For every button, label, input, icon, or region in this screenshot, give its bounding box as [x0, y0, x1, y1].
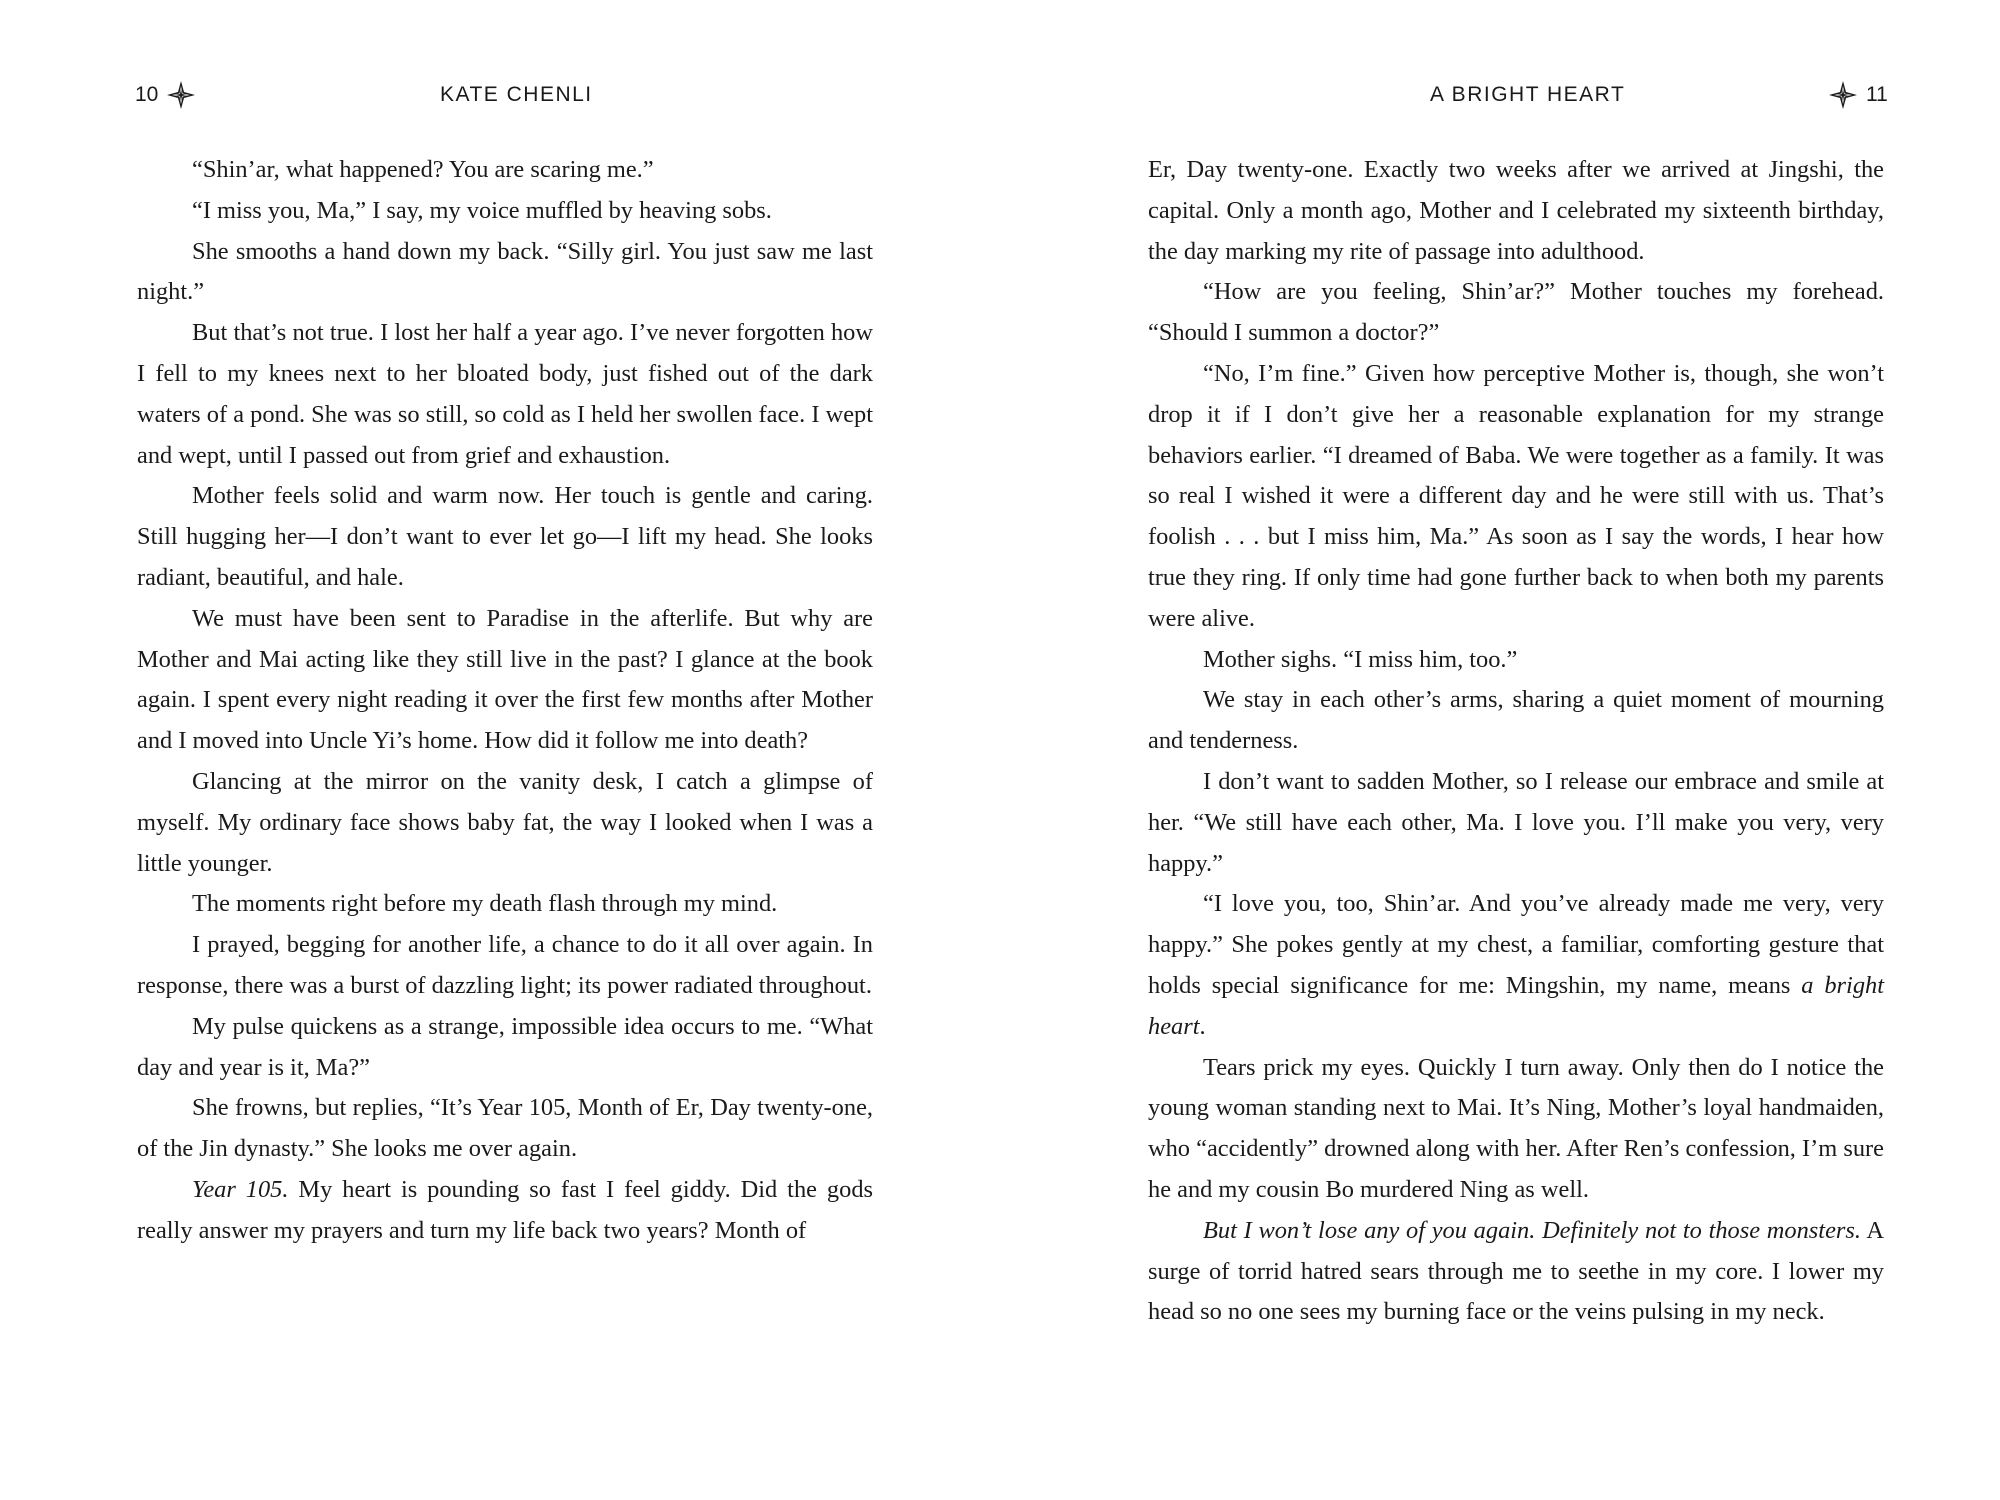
four-point-star-icon — [166, 80, 196, 110]
paragraph: My pulse quickens as a strange, impossible idea occurs to me. “What day and year is it, Ma?” — [137, 1012, 873, 1081]
paragraph-rest: My heart is pounding so fast I feel giddy. Did the gods really answer my prayers and turn my life back two years? Month of — [137, 1175, 874, 1244]
paragraph-year-105 — [137, 1170, 873, 1252]
right-running-head: A BRIGHT HEART — [1430, 83, 1626, 106]
paragraph: The moments right before my death flash through my mind. — [192, 890, 778, 918]
paragraph: She frowns, but replies, “It’s Year 105, Month of Er, Day twenty-one, of the Jin dynasty.” She looks me over again. — [137, 1094, 873, 1163]
left-page-number: 10 — [135, 83, 159, 106]
paragraph: I prayed, begging for another life, a chance to do it all over again. In response, there was a burst of dazzling light; its power radiated throughout. — [137, 931, 873, 999]
paragraph: “I miss you, Ma,” I say, my voice muffled by heaving sobs. — [192, 196, 772, 224]
paragraph-end: . — [1199, 1012, 1206, 1040]
left-page-number-group — [135, 78, 196, 112]
paragraph: But that’s not true. I lost her half a year ago. I’ve never forgotten how I fell to my knees next to her bloated body, just fished out of the dark waters of a pond. She was so still, so cold as I held her swollen face. I wept and wept, until I passed out from grief and exhaustion. — [137, 319, 873, 469]
paragraph-rest: A surge of torrid hatred sears through me to seethe in my core. I lower my head so no one sees my burning face or the veins pulsing in my neck. — [1148, 1216, 1885, 1326]
paragraph: She smooths a hand down my back. “Silly girl. You just saw me last night.” — [137, 237, 873, 306]
paragraph-final — [1148, 1211, 1884, 1333]
italic-phrase: Year 105. — [192, 1175, 289, 1203]
paragraph: I don’t want to sadden Mother, so I release our embrace and smile at her. “We still have each other, Ma. I love you. I’ll make you very, very happy.” — [1148, 767, 1884, 877]
left-running-head: KATE CHENLI — [440, 83, 593, 106]
paragraph: Tears prick my eyes. Quickly I turn away. Only then do I notice the young woman standing next to Mai. It’s Ning, Mother’s loyal handmaiden, who “accidently” drowned along with her. After Ren’s confession, I’m sure he and my cousin Bo murdered Ning as well. — [1148, 1053, 1884, 1203]
paragraph: Glancing at the mirror on the vanity desk, I catch a glimpse of myself. My ordinary face shows baby fat, the way I looked when I was a little younger. — [137, 767, 873, 877]
paragraph: “Shin’ar, what happened? You are scaring me.” — [192, 156, 654, 183]
four-point-star-icon — [1828, 80, 1858, 110]
italic-phrase: But I won’t lose any of you again. Definitely not to those monsters. — [1203, 1216, 1861, 1244]
paragraph: “No, I’m fine.” Given how perceptive Mother is, though, she won’t drop it if I don’t give her a reasonable explanation for my strange behaviors earlier. “I dreamed of Baba. We were together as a family. It was so real I wished it were a different day and he were still with us. That’s foolish . . . but I miss him, Ma.” As soon as I say the words, I hear how true they ring. If only time had gone further back to when both my parents were alive. — [1148, 359, 1884, 632]
left-body-text — [137, 150, 873, 1252]
paragraph: Mother sighs. “I miss him, too.” — [1203, 645, 1518, 673]
right-page-number-group — [1828, 78, 1888, 112]
paragraph-continued: Er, Day twenty-one. Exactly two weeks after we arrived at Jingshi, the capital. Only a month ago, Mother and I celebrated my sixteenth birthday, the day marking my rite of passage into adulthood. — [1148, 156, 1884, 265]
paragraph-name-meaning — [1148, 884, 1884, 1047]
right-page-number: 11 — [1866, 83, 1888, 106]
paragraph: We stay in each other’s arms, sharing a quiet moment of mourning and tenderness. — [1148, 686, 1884, 755]
paragraph-text: “I love you, too, Shin’ar. And you’ve already made me very, very happy.” She pokes gently at my chest, a familiar, comforting gesture that holds special significance for me: Mingshin, my name, means — [1148, 890, 1884, 999]
paragraph: We must have been sent to Paradise in the afterlife. But why are Mother and Mai acting like they still live in the past? I glance at the book again. I spent every night reading it over the first few months after Mother and I moved into Uncle Yi’s home. How did it follow me into death? — [137, 604, 873, 755]
paragraph: “How are you feeling, Shin’ar?” Mother touches my forehead. “Should I summon a doctor?” — [1148, 278, 1884, 347]
italic-phrase: a bright heart — [1148, 971, 1884, 1040]
right-body-text — [1148, 150, 1884, 1333]
right-page — [1000, 0, 2000, 1500]
paragraph: Mother feels solid and warm now. Her touch is gentle and caring. Still hugging her—I don’t want to ever let go—I lift my head. She looks radiant, beautiful, and hale. — [137, 482, 873, 591]
